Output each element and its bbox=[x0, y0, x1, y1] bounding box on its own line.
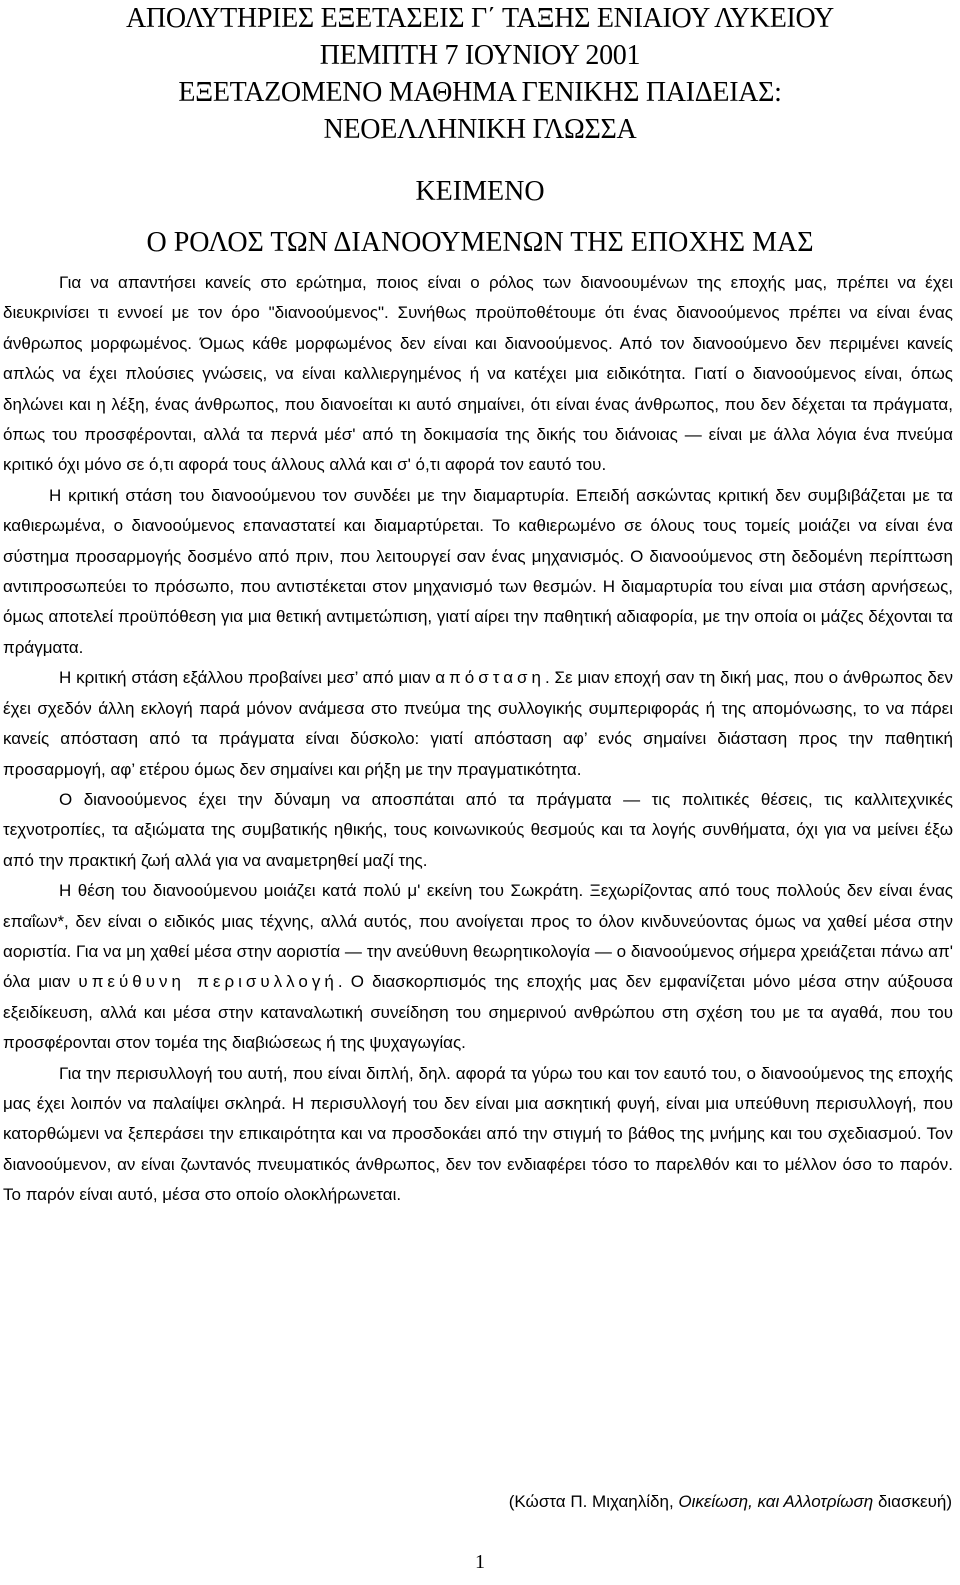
exam-title-line: ΑΠΟΛΥΤΗΡΙΕΣ ΕΞΕΤΑΣΕΙΣ Γ΄ ΤΑΞΗΣ ΕΝΙΑΙΟΥ ΛΥΚΕΙΟΥ bbox=[126, 3, 834, 34]
emphasized-term: απόσταση bbox=[435, 668, 545, 688]
emphasized-term: υπεύθυνη περισυλλογή bbox=[78, 972, 338, 992]
paragraph-2: Η κριτική στάση του διανοούμενου τον συνδέει με την διαμαρτυρία. Επειδή ασκώντας κριτική δεν συμβιβάζεται με τα καθιερωμένα, ο διανοούμενος επαναστατεί και διαμαρτύρεται. Το καθιερωμένο σε όλους τους τομείς μοιάζει να είναι ένα σύστημα προσαρμογής δοσμένο από πριν, που λειτουργεί σαν ένας μηχανισμός. Ο διανοούμενος στη δεδομένη περίπτωση αντιπροσωπεύει το πρόσωπο, που αντιστέκεται στον μηχανισμό των θεσμών. Η διαμαρτυρία του είναι μια στάση αρνήσεως, όμως αποτελεί προϋπόθεση για μια θετική αντιμετώπιση, γιατί αίρει την παθητική αδιαφορία, με την οποία οι μάζες δέχονται τα πράγματα. bbox=[3, 485, 953, 657]
source-citation bbox=[509, 1487, 952, 1517]
paragraph-1: Για να απαντήσει κανείς στο ερώτημα, ποιος είναι ο ρόλος των διανοουμένων της εποχής μας, πρέπει να έχει διευκρινίσει τι εννοεί με τον όρο "διανοούμενος". Συνήθως προϋποθέτουμε ότι ένας διανοούμενος πρέπει να είναι ένας άνθρωπος μορφωμένος. Όμως κάθε μορφωμένος δεν είναι και διανοούμενος. Από τον διανοούμενο δεν περιμένει κανείς απλώς να έχει πλούσιες γνώσεις, να είναι καλλιεργημένος ή να κατέχει μια ειδικότητα. Γιατί ο διανοούμενος είναι, όπως δηλώνει και η λέξη, ένας άνθρωπος, που διανοείται κι αυτό σημαίνει, ότι είναι ένας άνθρωπος, που δεν δέχεται τα πράγματα, όπως του προσφέρονται, αλλά τα περνά μέσ' από τη δοκιμασία της δικής του διάνοιας — είναι με άλλα λόγια ένα πνεύμα κριτικό όχι μόνο σε ό,τι αφορά τους άλλους αλλά και σ' ό,τι αφορά τον εαυτό του. bbox=[3, 273, 953, 475]
page-number: 1 bbox=[475, 1551, 485, 1573]
essay-body bbox=[3, 268, 953, 1211]
source-work: Οικείωση, και Αλλοτρίωση bbox=[678, 1492, 874, 1511]
paragraph-5-text-end: . Ο διασκορπισμός της εποχής μας δεν εμφανίζεται μόνο μέσα στην αύξουσα εξειδίκευση, αλλά και μέσα στην καταναλωτική συνείδηση του σημερινού ανθρώπου στη σχέση του με τα αγαθά, που του προσφέρονται στον τομέα της διαβιώσεως ή της ψυχαγωγίας. bbox=[3, 972, 953, 1053]
exam-course-line: ΝΕΟΕΛΛΗΝΙΚΗ ΓΛΩΣΣΑ bbox=[323, 114, 637, 145]
paragraph-3-text: Η κριτική στάση εξάλλου προβαίνει μεσ’ από μιαν bbox=[59, 668, 436, 688]
paragraph-4: Ο διανοούμενος έχει την δύναμη να αποσπάται από τα πράγματα — τις πολιτικές θέσεις, τις καλλιτεχνικές τεχνοτροπίες, τα αξιώματα της συμβατικής ηθικής, τους κοινωνικούς θεσμούς και τα λογής συνθήματα, όχι για να μείνει έξω από την πρακτική ζωή αλλά για να αναμετρηθεί μαζί της. bbox=[3, 789, 953, 870]
paragraph-6: Για την περισυλλογή του αυτή, που είναι διπλή, δηλ. αφορά τα γύρω του και τον εαυτό του, ο διανοούμενος της εποχής μας έχει λοιπόν να παλαίψει σκληρά. Η περισυλλογή του δεν είναι μια ασκητική φυγή, είναι μια υπεύθυνη περισυλλογή, που κατορθώμενι να ξεπεράσει την επικαιρότητα και να προσδοκάει από την στιγμή το βάθος της μνήμης και του σχεδιασμού. Τον διανοούμενον, αν είναι ζωντανός πνευματικός άνθρωπος, δεν τον ενδιαφέρει τόσο το παρελθόν και το μέλλον όσο το παρόν. Το παρόν είναι αυτό, μέσα στο οποίο ολοκλήρωνεται. bbox=[3, 1063, 953, 1205]
paragraph-3 bbox=[3, 663, 953, 785]
paragraph-3-text-end: . Σε μιαν εποχή σαν τη δική μας, που ο άνθρωπος δεν έχει σχεδόν άλλη εκλογή παρά μόνον ανάμεσα στο πνεύμα της συλλογικής συμπεριφοράς ή της απομόνωσης, το να πάρει κανείς απόσταση από τα πράγματα είναι δύσκολο: γιατί απόσταση αφ’ ενός σημαίνει διάσταση προς την παθητική προσαρμογή, αφ’ ετέρου όμως δεν σημαίνει και ρήξη με την πραγματικότητα. bbox=[3, 668, 953, 779]
source-note: διασκευή) bbox=[873, 1492, 952, 1511]
exam-subject-line: ΕΞΕΤΑΖΟΜΕΝΟ ΜΑΘΗΜΑ ΓΕΝΙΚΗΣ ΠΑΙΔΕΙΑΣ: bbox=[178, 77, 782, 108]
source-author: (Κώστα Π. Μιχαηλίδη, bbox=[508, 1492, 679, 1511]
essay-title: Ο ΡΟΛΟΣ ΤΩΝ ΔΙΑΝΟΟΥΜΕΝΩΝ ΤΗΣ ΕΠΟΧΗΣ ΜΑΣ bbox=[146, 227, 814, 258]
exam-header bbox=[0, 0, 960, 148]
section-label: ΚΕΙΜΕΝΟ bbox=[415, 176, 545, 207]
exam-date-line: ΠΕΜΠΤΗ 7 ΙΟΥΝΙΟΥ 2001 bbox=[319, 40, 641, 71]
paragraph-5 bbox=[3, 876, 953, 1058]
paragraph-5-text: Η θέση του διανοούμενου μοιάζει κατά πολύ μ' εκείνη του Σωκράτη. Ξεχωρίζοντας από τους πολλούς δεν είναι ένας επαΐων*, δεν είναι ο ειδικός μιας τέχνης, αλλά αυτός, που ανοίγεται προς το όλον κινδυνεύοντας όμως να χαθεί μέσα στην αοριστία. Για να μη χαθεί μέσα στην αοριστία — την ανεύθυνη θεωρητικολογία — ο διανοούμενος σήμερα χρειάζεται πάνω απ' όλα μιαν bbox=[3, 881, 953, 992]
